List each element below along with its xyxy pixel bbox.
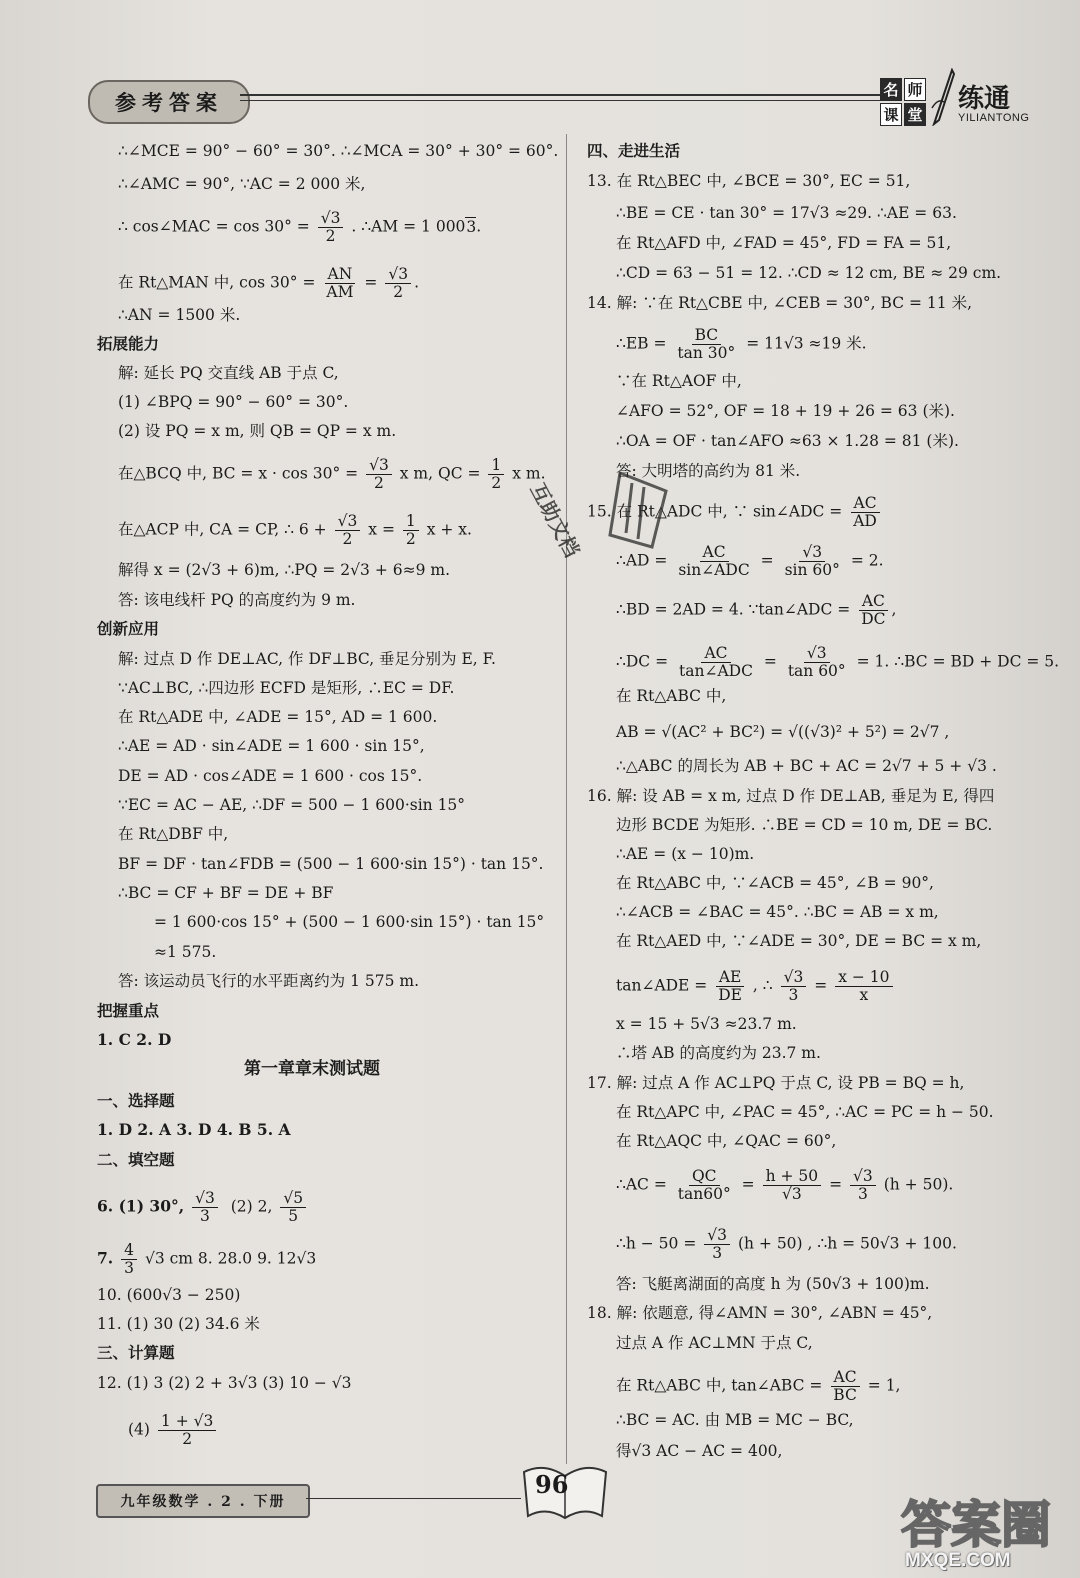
denominator: DC [861, 610, 886, 628]
numerator: √3 [366, 457, 392, 475]
denominator: AM [326, 283, 354, 301]
answer-line: ∴△ABC 的周长为 AB + BC + AC = 2√7 + 5 + √3 . [616, 757, 997, 775]
answer-line: 16. 解: 设 AB = x m, 过点 D 作 DE⊥AB, 垂足为 E, 得四 [587, 787, 995, 805]
text-run: 在△ACP 中, CA = CP, ∴ 6 + [118, 520, 327, 539]
fraction [858, 593, 888, 628]
section-heading: 一、选择题 [97, 1091, 175, 1110]
header-rule [240, 94, 885, 96]
numerator: √5 [280, 1190, 306, 1208]
text-run: = [741, 1175, 755, 1194]
answer-line: 13. 在 Rt△BEC 中, ∠BCE = 30°, EC = 51, [587, 172, 911, 190]
answer-line: 17. 解: 过点 A 作 AC⊥PQ 于点 C, 设 PB = BQ = h, [587, 1074, 965, 1092]
sqrt-3: 3 [466, 217, 477, 236]
denominator: tan∠ADC [679, 662, 753, 680]
numerator: 1 [488, 457, 504, 475]
answer-line [616, 969, 896, 1004]
answer-line: ∴塔 AB 的高度约为 23.7 m. [616, 1044, 821, 1062]
answer-line [616, 645, 1059, 680]
text-run: 在△BCQ 中, BC = x · cos 30° = [118, 464, 359, 483]
brand-char: 堂 [904, 103, 926, 126]
answer-line: 答: 该电线杆 PQ 的高度约为 9 m. [118, 591, 356, 609]
fraction [158, 1413, 216, 1448]
answer-line [118, 457, 546, 492]
section-heading: 创新应用 [97, 619, 160, 638]
answer-line: ∴BC = AC. 由 MB = MC − BC, [616, 1411, 854, 1429]
denominator: x [859, 986, 869, 1004]
answer-line: 在 Rt△ADE 中, ∠ADE = 15°, AD = 1 600. [118, 708, 438, 726]
fraction [192, 1190, 218, 1225]
numerator: AC [859, 593, 888, 611]
answer-line: 在 Rt△APC 中, ∠PAC = 45°, ∴AC = PC = h − 50. [616, 1103, 994, 1121]
fraction [676, 645, 756, 680]
denominator: 5 [288, 1207, 299, 1225]
numerator: 1 + √3 [158, 1413, 216, 1431]
fraction [675, 1168, 734, 1203]
denominator: 2 [393, 283, 404, 301]
answer-line [616, 1227, 957, 1262]
answer-line: 得√3 AC − AC = 400, [616, 1442, 783, 1460]
numerator: 1 [403, 513, 419, 531]
brand-char: 名 [880, 78, 902, 101]
numerator: AC [701, 645, 730, 663]
fraction [488, 457, 504, 492]
answer-line: ∠AFO = 52°, OF = 18 + 19 + 26 = 63 (米). [616, 402, 955, 420]
fraction [674, 327, 738, 362]
text-run: , ∴ [752, 976, 773, 995]
answer-line: 在 Rt△ABC 中, [616, 687, 727, 705]
numerator: √3 [804, 645, 830, 663]
answer-line: ∴∠MCE = 90° − 60° = 30°. ∴∠MCA = 30° + 30° = 60°. [118, 142, 559, 160]
answer-line: ∴∠AMC = 90°, ∵AC = 2 000 米, [118, 175, 366, 193]
denominator: AD [853, 512, 877, 530]
fraction [335, 513, 361, 548]
text-run: ∴ cos∠MAC = cos 30° = [118, 217, 310, 236]
fraction [280, 1190, 306, 1225]
numerator: AE [716, 969, 745, 987]
answer-line [128, 1413, 219, 1448]
answer-line [118, 513, 472, 548]
text-run: ∴AD = [616, 551, 668, 570]
answer-line: ∵EC = AC − AE, ∴DF = 500 − 1 600·sin 15° [118, 796, 466, 814]
denominator: 3 [200, 1207, 210, 1225]
denominator: 2 [182, 1430, 193, 1448]
brand-char: 课 [880, 103, 902, 126]
text-run: (h + 50) , ∴h = 50√3 + 100. [737, 1234, 957, 1253]
text-run: tan∠ADE = [616, 976, 708, 995]
numerator: √3 [799, 544, 825, 562]
section-heading: 把握重点 [97, 1001, 160, 1020]
answer-line: 边形 BCDE 为矩形. ∴BE = CD = 10 m, DE = BC. [616, 816, 993, 834]
answer-line: 在 Rt△AED 中, ∵∠ADE = 30°, DE = BC = x m, [616, 932, 982, 950]
numerator: QC [689, 1168, 720, 1186]
fraction [830, 1369, 860, 1404]
text-run: ∴h − 50 = [616, 1234, 697, 1253]
answer-line: ≈1 575. [154, 943, 217, 961]
answer-line: ∴AE = AD · sin∠ADE = 1 600 · sin 15°, [118, 737, 425, 755]
answer-line: ∴BC = CF + BF = DE + BF [118, 884, 334, 902]
text-run: (4) [128, 1420, 150, 1439]
text-run: 15. 在 Rt△ADC 中, ∵ sin∠ADC = [587, 502, 843, 521]
denominator: 3 [857, 1185, 868, 1203]
answer-line: x = 15 + 5√3 ≈23.7 m. [616, 1015, 797, 1033]
text-run: ∴BD = 2AD = 4. ∵tan∠ADC = [616, 600, 851, 619]
numerator: √3 [318, 210, 344, 228]
answer-line: ∴OA = OF · tan∠AFO ≈63 × 1.28 = 81 (米). [616, 432, 959, 450]
stamp-text: 互助文档 [525, 479, 585, 561]
section-heading: 三、计算题 [97, 1343, 175, 1362]
answer-line: ∴AN = 1500 米. [118, 306, 241, 324]
section-heading: 四、走进生活 [587, 141, 681, 160]
numerator: 4 [121, 1242, 137, 1260]
answer-line [97, 1190, 309, 1225]
text-run: x m. [512, 464, 546, 483]
denominator: 2 [405, 530, 416, 548]
answer-line: 在 Rt△MAN 中, cos 30° = $\frac{AN}{AM}$ = $\frac{√3}{2}$ . [118, 265, 420, 301]
chapter-title: 第一章章末测试题 [244, 1059, 380, 1079]
page-number: 96 [535, 1470, 569, 1499]
footer-rule [306, 1498, 521, 1499]
text-run: x m, QC = [399, 464, 481, 483]
fraction [318, 210, 344, 245]
answer-line: ∴BE = CE · tan 30° = 17√3 ≈29. ∴AE = 63. [616, 204, 957, 222]
section-heading: 二、填空题 [97, 1150, 175, 1169]
answer-line: 18. 解: 依题意, 得∠AMN = 30°, ∠ABN = 45°, [587, 1304, 933, 1322]
denominator: tan60° [677, 1185, 731, 1203]
numerator: √3 [192, 1190, 218, 1208]
numerator: BC [692, 327, 722, 345]
text-run: (2) 2, [230, 1197, 273, 1216]
brand-char: 师 [904, 78, 926, 101]
answer-line: ∵在 Rt△AOF 中, [616, 372, 742, 390]
fraction [850, 1168, 876, 1203]
numerator: AN [325, 266, 356, 284]
denominator: 3 [712, 1244, 723, 1262]
numerator: √3 [385, 266, 411, 284]
answer-line: 10. (600√3 − 250) [97, 1286, 241, 1304]
answer-line: 在 Rt△AQC 中, ∠QAC = 60°, [616, 1132, 837, 1150]
denominator: 2 [374, 474, 384, 492]
answer-line [616, 1168, 953, 1203]
watermark-text: 答案圈 [901, 1496, 1051, 1554]
fraction [385, 266, 411, 301]
answer-line: 在 Rt△AFD 中, ∠FAD = 45°, FD = FA = 51, [616, 234, 952, 252]
text-run: 在 Rt△MAN 中, cos 30° = [118, 273, 316, 292]
denominator: BC [833, 1386, 857, 1404]
text-run: ∴EB = [616, 334, 667, 353]
numerator: h + 50 [763, 1168, 822, 1186]
answer-line: 答: 该运动员飞行的水平距离约为 1 575 m. [118, 972, 420, 990]
answer-line: DE = AD · cos∠ADE = 1 600 · cos 15°. [118, 767, 423, 785]
brand-name: 练通 [958, 84, 1011, 114]
brand-subtitle: YILIANTONG [958, 112, 1030, 124]
text-run: = [364, 273, 378, 292]
answer-line: 解得 x = (2√3 + 6)m, ∴PQ = 2√3 + 6≈9 m. [118, 561, 451, 579]
answer-line: 14. 解: ∵在 Rt△CBE 中, ∠CEB = 30°, BC = 11 米, [587, 294, 972, 312]
text-run: 7. [97, 1248, 114, 1268]
answer-line: ∴CD = 63 − 51 = 12. ∴CD ≈ 12 cm, BE ≈ 29 cm. [616, 264, 1002, 282]
text-run: 在 Rt△ABC 中, tan∠ABC = [616, 1376, 823, 1395]
fraction [835, 969, 892, 1004]
answer-line [97, 1242, 316, 1277]
brand-logo-box [880, 78, 926, 124]
answer-line: 解: 延长 PQ 交直线 AB 于点 C, [118, 364, 339, 382]
answer-line: 1. D 2. A 3. D 4. B 5. A [97, 1120, 291, 1139]
denominator: sin 60° [784, 561, 840, 579]
answer-line: 答: 大明塔的高约为 81 米. [616, 462, 801, 480]
text-run: ∴DC = [616, 652, 669, 671]
fraction [121, 1242, 137, 1277]
text-run: = [814, 976, 828, 995]
answer-line: ∴AE = (x − 10)m. [616, 845, 755, 863]
pen-icon [930, 68, 956, 126]
answer-line: (1) ∠BPQ = 90° − 60° = 30°. [118, 393, 349, 411]
text-run: √3 cm 8. 28.0 9. 12√3 [144, 1249, 317, 1268]
fraction [704, 1227, 730, 1262]
answer-line: 在 Rt△ABC 中, ∵∠ACB = 45°, ∠B = 90°, [616, 874, 934, 892]
denominator: tan 30° [677, 344, 736, 362]
column-divider [566, 134, 567, 1464]
fraction [782, 544, 843, 579]
answer-line [616, 1369, 900, 1404]
text-run: = 1, [867, 1376, 901, 1395]
text-run: x = [368, 520, 395, 539]
denominator: 2 [491, 474, 502, 492]
denominator: 3 [788, 986, 799, 1004]
book-label: 九年级数学 . 2 . 下册 [96, 1484, 310, 1518]
answer-key-badge: 参考答案 [88, 80, 250, 124]
watermark-url: MXQE.COM [905, 1550, 1011, 1571]
text-run: . ∴AM = 1 000 [351, 217, 466, 236]
fraction [850, 495, 880, 530]
fraction [715, 969, 745, 1004]
answer-line: (2) 设 PQ = x m, 则 QB = QP = x m. [118, 422, 397, 440]
answer-line: 12. (1) 3 (2) 2 + 3√3 (3) 10 − √3 [97, 1374, 352, 1392]
fraction [781, 969, 807, 1004]
answer-line: = 1 600·cos 15° + (500 − 1 600·sin 15°) · tan 15° [154, 913, 545, 931]
denominator: √3 [782, 1185, 802, 1203]
text-run: (h + 50). [883, 1175, 954, 1194]
answer-line: 在 Rt△DBF 中, [118, 825, 229, 843]
answer-line: 过点 A 作 AC⊥MN 于点 C, [616, 1334, 813, 1352]
answer-line: BF = DF · tan∠FDB = (500 − 1 600·sin 15°) · tan 15°. [118, 855, 544, 873]
answer-line: ∵AC⊥BC, ∴四边形 ECFD 是矩形, ∴EC = DF. [118, 679, 455, 697]
numerator: √3 [781, 969, 807, 987]
text-run: = 1. ∴BC = BD + DC = 5. [856, 652, 1060, 671]
fraction [763, 1168, 822, 1203]
fraction [323, 266, 356, 301]
numerator: AC [831, 1369, 860, 1387]
answer-line: ∴ cos∠MAC = cos 30° = $\frac{√3}{2}$ . ∴AM = 1 0003. [118, 209, 482, 245]
numerator: √3 [704, 1227, 730, 1245]
numerator: AC [851, 495, 880, 513]
numerator: √3 [850, 1168, 876, 1186]
section-heading: 拓展能力 [97, 334, 160, 353]
header-rule-thin [240, 100, 885, 101]
text-run: = [763, 652, 777, 671]
text-run: = [760, 551, 774, 570]
numerator: √3 [335, 513, 361, 531]
numerator: x − 10 [835, 969, 892, 987]
text-run: = 2. [850, 551, 884, 570]
answer-line: ∴BD = 2AD = 4. ∵tan∠ADC = $\frac{AC}{DC}$ , [616, 592, 897, 628]
denominator: 3 [124, 1259, 134, 1277]
fraction [403, 513, 419, 548]
answer-line [616, 327, 867, 362]
denominator: 2 [325, 227, 336, 245]
text-run: = 11√3 ≈19 米. [746, 334, 867, 353]
text-run: 6. (1) 30°, [97, 1196, 185, 1216]
answer-line: 1. C 2. D [97, 1030, 172, 1049]
denominator: tan 60° [787, 662, 846, 680]
answer-line: ∴∠ACB = ∠BAC = 45°. ∴BC = AB = x m, [616, 903, 939, 921]
answer-line: 解: 过点 D 作 DE⊥AC, 作 DF⊥BC, 垂足分别为 E, F. [118, 650, 496, 668]
text-run: ∴AC = [616, 1175, 667, 1194]
denominator: sin∠ADC [678, 561, 750, 579]
fraction [785, 645, 849, 680]
answer-line: AB = √(AC² + BC²) = √((√3)² + 5²) = 2√7 , [616, 723, 950, 741]
answer-line: 11. (1) 30 (2) 34.6 米 [97, 1315, 260, 1333]
denominator: 2 [342, 530, 353, 548]
text-run: = [829, 1175, 843, 1194]
denominator: DE [718, 986, 742, 1004]
answer-line: 答: 飞艇离湖面的高度 h 为 (50√3 + 100)m. [616, 1275, 930, 1293]
numerator: AC [700, 544, 729, 562]
text-run: x + x. [426, 520, 472, 539]
fraction [366, 457, 392, 492]
